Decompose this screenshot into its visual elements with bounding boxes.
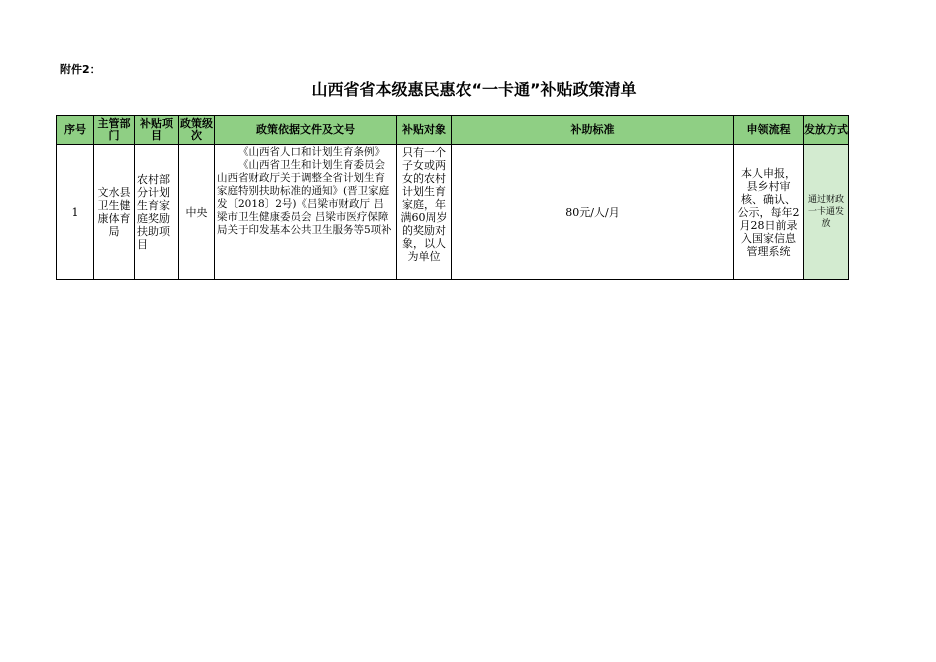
cell-method: 通过财政一卡通发放	[804, 145, 849, 280]
cell-seq: 1	[57, 145, 94, 280]
attachment-label: 附件2：	[60, 63, 101, 76]
table-header-row	[57, 116, 849, 145]
policy-table	[56, 115, 849, 280]
cell-basis	[215, 145, 397, 280]
cell-dept: 文水县卫生健康体育局	[94, 145, 135, 280]
header-process: 申领流程	[734, 116, 804, 145]
header-seq: 序号	[57, 116, 94, 145]
cell-item: 农村部分计划生育家庭奖励扶助项目	[135, 145, 179, 280]
cell-standard: 80元/人/月	[452, 145, 734, 280]
page-title: 山西省省本级惠民惠农“一卡通”补贴政策清单	[311, 80, 637, 99]
header-method: 发放方式	[804, 116, 849, 145]
header-basis: 政策依据文件及文号	[215, 116, 397, 145]
basis-line-1: 《山西省人口和计划生育条例》	[238, 146, 385, 158]
cell-target: 只有一个子女或两女的农村计划生育家庭，年满60周岁的奖励对象，以人为单位	[397, 145, 452, 280]
cell-level: 中央	[179, 145, 215, 280]
table-row	[57, 145, 849, 280]
header-item: 补贴项目	[135, 116, 179, 145]
header-standard: 补助标准	[452, 116, 734, 145]
cell-process: 本人申报，县乡村审核、确认、公示，每年2月28日前录入国家信息管理系统	[734, 145, 804, 280]
header-target: 补贴对象	[397, 116, 452, 145]
basis-line-2: 《山西省卫生和计划生育委员会山西省财政厅关于调整全省计划生育家庭特别扶助标准的通知》(晋卫家庭发〔2018〕2号)《吕梁市财政厅 吕梁市卫生健康委员会 吕梁市医疗保障局关于印发基本公共卫生服务等5项补	[217, 159, 392, 236]
header-dept: 主管部门	[94, 116, 135, 145]
header-level: 政策级次	[179, 116, 215, 145]
